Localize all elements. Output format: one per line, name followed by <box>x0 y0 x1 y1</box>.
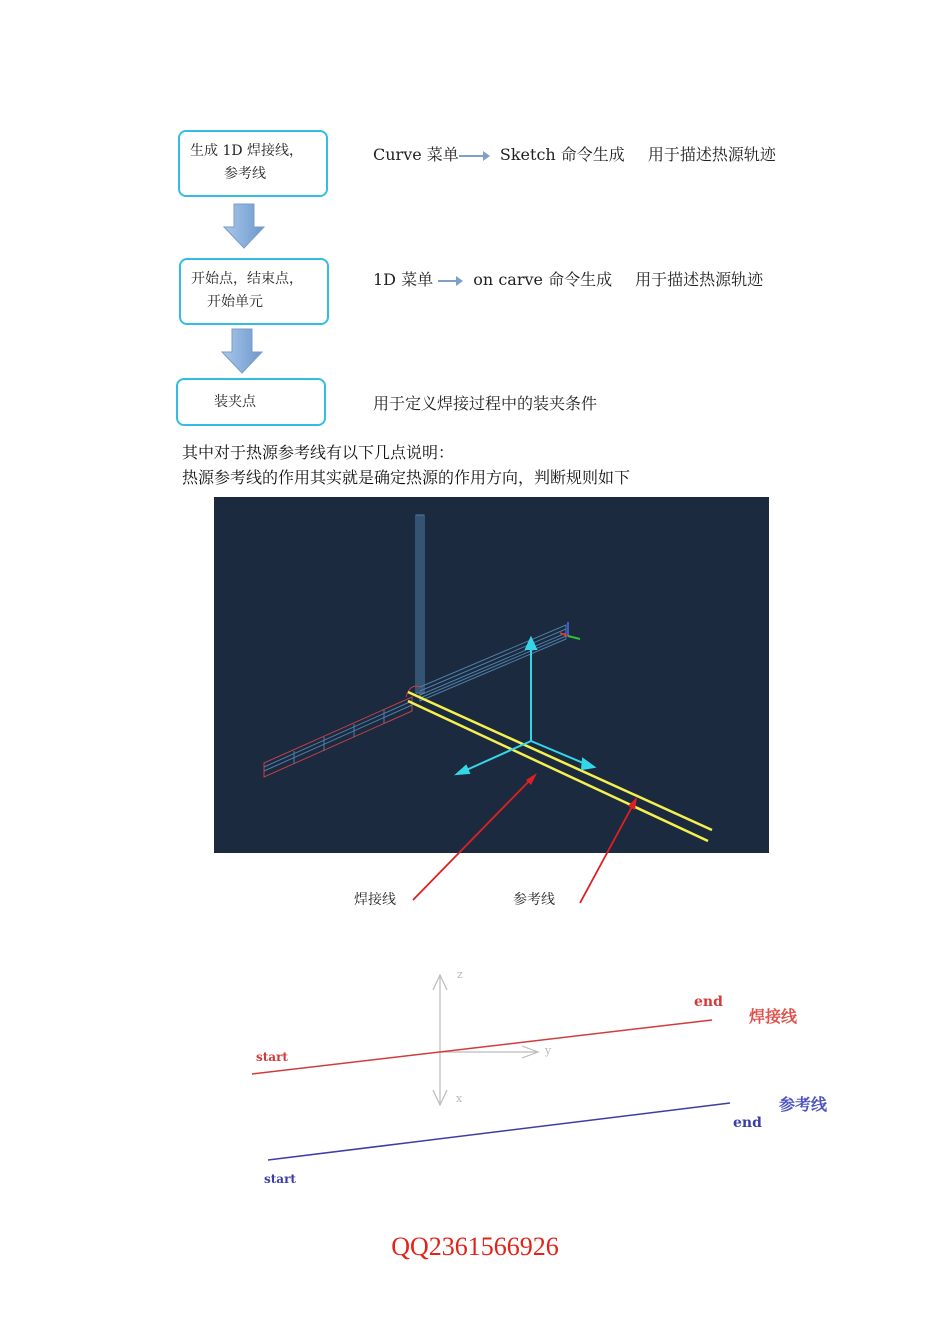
weld-start-label: start <box>256 1050 288 1064</box>
label-reference-line: 参考线 <box>513 892 555 908</box>
step2-line2: 开始单元 <box>207 294 263 310</box>
desc-row-3: 用于定义焊接过程中的装夹条件 <box>373 394 598 413</box>
desc1-cmd: Sketch 命令生成 <box>499 145 625 164</box>
paragraph-line-2: 热源参考线的作用其实就是确定热源的作用方向，判断规则如下 <box>182 468 631 487</box>
desc1-purpose: 用于描述热源轨迹 <box>647 145 776 164</box>
weld-end-label: end <box>694 994 723 1010</box>
desc2-cmd: on carve 命令生成 <box>473 270 613 289</box>
step3-line1: 装夹点 <box>214 394 256 410</box>
footer-qq: QQ2361566926 <box>391 1232 559 1261</box>
ref-end-label: end <box>733 1115 762 1131</box>
axis-z-label: z <box>457 968 463 981</box>
axis-x-label: x <box>456 1092 463 1105</box>
desc2-menu: 1D 菜单 <box>373 270 434 289</box>
axis-y-label: y <box>545 1044 552 1057</box>
desc1-menu: Curve 菜单 <box>373 145 459 164</box>
axis-icon <box>433 975 538 1105</box>
desc2-purpose: 用于描述热源轨迹 <box>635 270 764 289</box>
ref-line-label: 参考线 <box>779 1095 828 1114</box>
step2-line1: 开始点，结束点， <box>191 271 303 287</box>
weld-line-diagram <box>252 1020 712 1074</box>
paragraph-line-1: 其中对于热源参考线有以下几点说明： <box>182 443 455 462</box>
ref-start-label: start <box>264 1172 296 1186</box>
label-weld-line: 焊接线 <box>354 892 396 908</box>
reference-line-diagram <box>268 1103 730 1160</box>
step1-line1: 生成 1D 焊接线， <box>190 143 304 159</box>
weld-line-label: 焊接线 <box>749 1007 798 1026</box>
step1-line2: 参考线 <box>224 166 266 182</box>
